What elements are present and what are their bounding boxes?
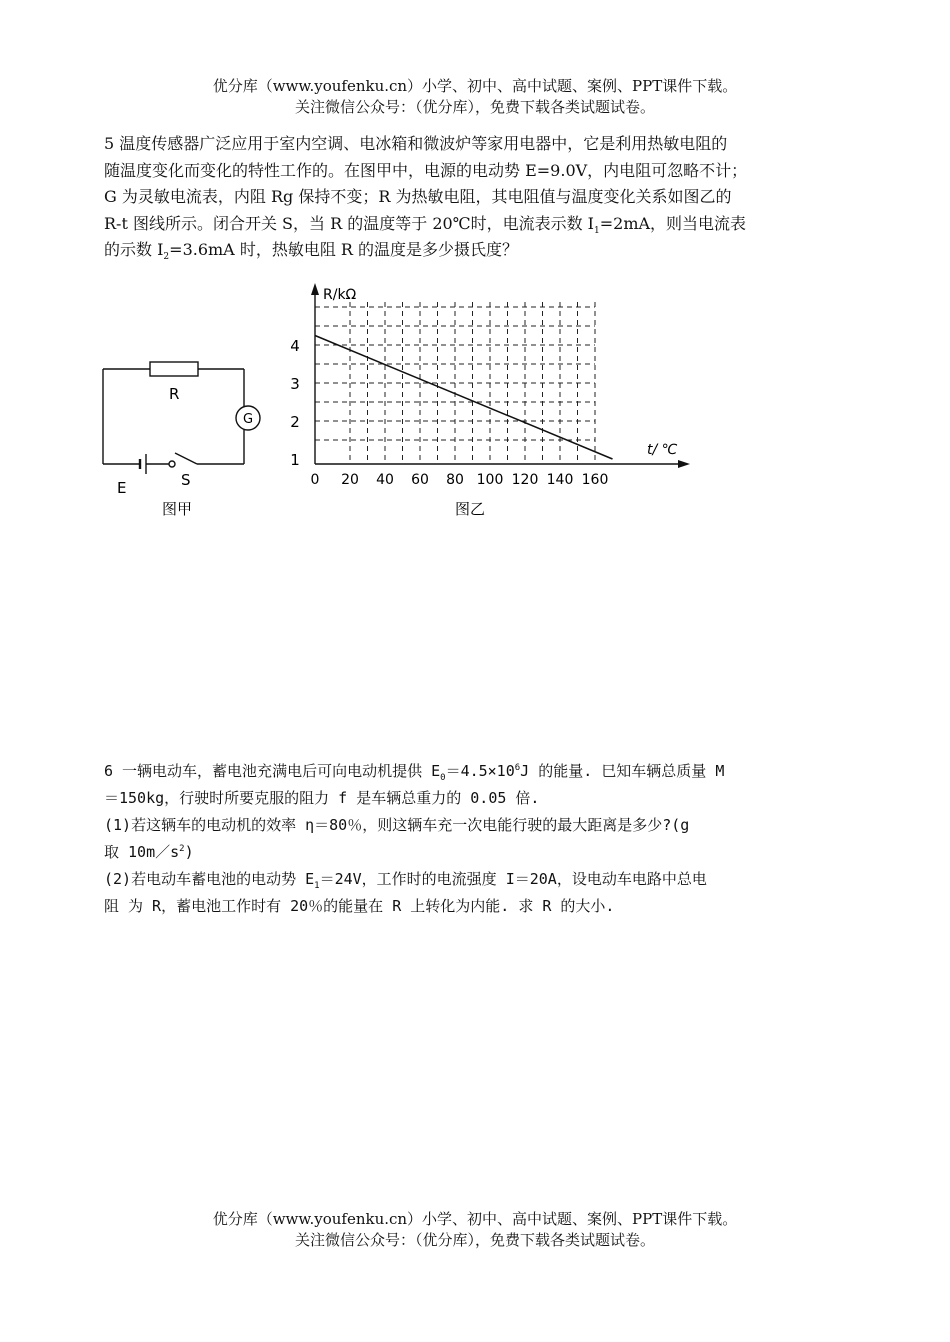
y-tick-label: 1 bbox=[290, 451, 300, 469]
x-tick-label: 40 bbox=[376, 472, 394, 488]
q6-line bbox=[104, 758, 854, 785]
x-tick-labels bbox=[311, 472, 609, 488]
q6-line bbox=[104, 839, 854, 866]
q5-line: G 为灵敏电流表，内阻 Rg 保持不变；R 为热敏电阻，其电阻值与温度变化关系如图乙的 bbox=[104, 187, 732, 206]
resistor-label: R bbox=[169, 385, 180, 403]
x-axis-label: t/ ℃ bbox=[647, 442, 678, 458]
x-axis-arrow bbox=[678, 460, 690, 468]
switch-blade bbox=[175, 453, 197, 464]
subscript: 0 bbox=[440, 773, 446, 783]
x-tick-label: 120 bbox=[511, 472, 539, 488]
q5-line bbox=[104, 237, 854, 264]
circuit-diagram bbox=[103, 362, 260, 474]
chart-caption: 图乙 bbox=[455, 500, 486, 518]
figures bbox=[96, 282, 716, 531]
rt-chart bbox=[290, 283, 690, 518]
y-tick-labels bbox=[290, 337, 300, 469]
x-tick-label: 20 bbox=[341, 472, 359, 488]
q6-text: J 的能量. 巳知车辆总质量 M bbox=[520, 762, 725, 780]
x-tick-label: 80 bbox=[446, 472, 464, 488]
q6-line: 阻 为 R，蓄电池工作时有 20％的能量在 R 上转化为内能. 求 R 的大小. bbox=[104, 897, 615, 915]
galvanometer-label: G bbox=[243, 412, 254, 427]
q5-text: 的示数 I bbox=[104, 240, 164, 259]
x-tick-label: 100 bbox=[476, 472, 504, 488]
q6-text: (2)若电动车蓄电池的电动势 E bbox=[104, 870, 315, 888]
circuit-caption: 图甲 bbox=[162, 500, 193, 518]
footer-line-2: 关注微信公众号：（优分库），免费下载各类试题试卷。 bbox=[294, 1231, 655, 1249]
q5-line bbox=[104, 211, 854, 238]
q6-text: ＝24V，工作时的电流强度 I＝20A，设电动车电路中总电 bbox=[319, 870, 707, 888]
x-tick-label: 0 bbox=[310, 472, 320, 488]
battery-label: E bbox=[117, 479, 127, 497]
q6-line: (1)若这辆车的电动机的效率 η＝80％，则这辆车充一次电能行驶的最大距离是多少?(g bbox=[104, 816, 690, 834]
y-axis-arrow bbox=[311, 283, 319, 295]
y-tick-label: 3 bbox=[290, 375, 300, 393]
y-axis-label: R/kΩ bbox=[323, 287, 357, 303]
q5-text: =3.6mA 时，热敏电阻 R 的温度是多少摄氏度？ bbox=[169, 240, 519, 259]
q6-text: 6 一辆电动车，蓄电池充满电后可向电动机提供 E bbox=[104, 762, 441, 780]
q6-line bbox=[104, 866, 854, 893]
header-line-1: 优分库（www.youfenku.cn）小学、初中、高中试题、案例、PPT课件下载。 bbox=[212, 77, 738, 95]
page-header bbox=[0, 76, 950, 118]
q5-text: =2mA，则当电流表 bbox=[599, 213, 747, 233]
subscript: 1 bbox=[314, 881, 320, 891]
page-footer bbox=[0, 1209, 950, 1251]
x-tick-label: 140 bbox=[546, 472, 574, 488]
switch-label: S bbox=[181, 471, 191, 489]
chart-grid bbox=[315, 302, 595, 464]
superscript: 6 bbox=[514, 763, 521, 773]
resistor-symbol bbox=[150, 362, 198, 376]
header-line-2: 关注微信公众号：（优分库），免费下载各类试题试卷。 bbox=[294, 98, 655, 116]
superscript: 2 bbox=[179, 844, 185, 854]
y-tick-label: 4 bbox=[290, 337, 300, 355]
subscript: 2 bbox=[163, 252, 170, 263]
x-tick-label: 60 bbox=[411, 472, 429, 488]
switch-pivot bbox=[169, 461, 175, 467]
q6-text: ＝4.5×10 bbox=[445, 762, 515, 780]
q5-text: R-t 图线所示。闭合开关 S，当 R 的温度等于 20℃时，电流表示数 I bbox=[104, 213, 594, 233]
q6-line: ＝150kg，行驶时所要克服的阻力 f 是车辆总重力的 0.05 倍. bbox=[104, 789, 540, 807]
q5-line: 随温度变化而变化的特性工作的。在图甲中，电源的电动势 E=9.0V，内电阻可忽略不计； bbox=[104, 160, 748, 180]
subscript: 1 bbox=[594, 225, 600, 236]
question-6 bbox=[104, 758, 854, 920]
question-5 bbox=[104, 131, 854, 264]
q6-text: ) bbox=[184, 843, 194, 861]
q6-text: 取 10m／s bbox=[104, 843, 180, 861]
y-tick-label: 2 bbox=[290, 413, 300, 431]
footer-line-1: 优分库（www.youfenku.cn）小学、初中、高中试题、案例、PPT课件下载。 bbox=[212, 1210, 738, 1228]
figures-svg bbox=[96, 282, 716, 527]
q5-line: 5 温度传感器广泛应用于室内空调、电冰箱和微波炉等家用电器中，它是利用热敏电阻的 bbox=[104, 134, 728, 153]
x-tick-label: 160 bbox=[581, 472, 609, 488]
